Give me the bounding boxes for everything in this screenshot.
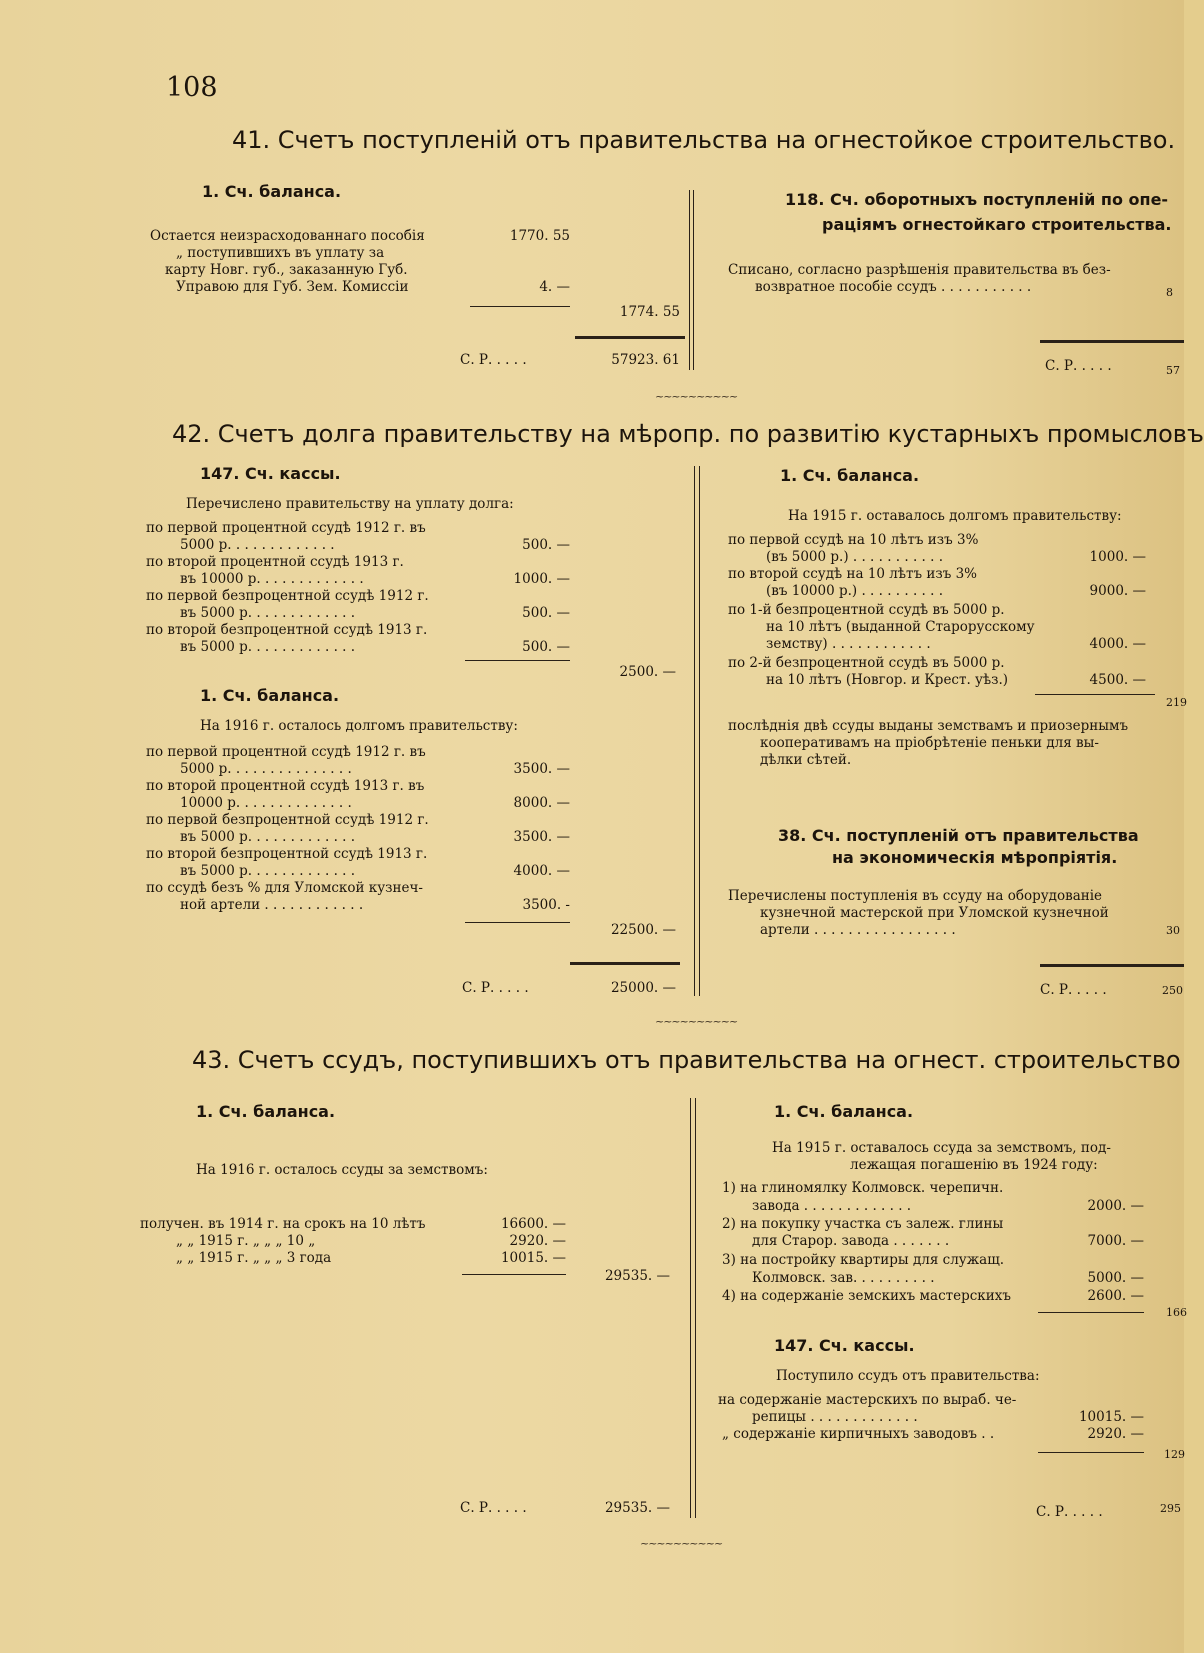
section-43-title: 43. Счетъ ссудъ, поступившихъ отъ правительства на огнест. строительство xyxy=(192,1046,1181,1074)
s41-subtotal: 1774. 55 xyxy=(619,304,680,320)
s43-r1-amount: 16600. — xyxy=(500,1216,566,1232)
s42-38-total-label: С. Р. . . . . xyxy=(1040,982,1107,998)
s42-r-balance-note-b: кооперативамъ на пріобрѣтеніе пеньки для вы- xyxy=(760,735,1099,751)
s43-r-intro-b: лежащая погашенію въ 1924 году: xyxy=(850,1157,1098,1173)
s43-column-divider-2 xyxy=(695,1098,696,1518)
s42-balance-r5-amount: 3500. - xyxy=(522,897,570,913)
margin-fragment-8: 295 xyxy=(1160,1502,1181,1515)
s42-r-balance-intro: На 1915 г. оставалось долгомъ правительству: xyxy=(788,508,1122,524)
s42-balance-intro: На 1916 г. осталось долгомъ правительству: xyxy=(200,718,518,734)
s43-kassa-total-label: С. Р. . . . . xyxy=(1036,1504,1103,1520)
s43-r-intro-a: На 1915 г. оставалось ссуда за земствомъ, под- xyxy=(772,1140,1111,1156)
s42-kassa-r2b: въ 10000 р. . . . . . . . . . . . . xyxy=(180,571,364,587)
s43-kassa-r2: „ содержаніе кирпичныхъ заводовъ . . xyxy=(722,1426,995,1442)
s42-r-balance-r1-amount: 1000. — xyxy=(1089,549,1146,565)
s42-balance-r3b: въ 5000 р. . . . . . . . . . . . . xyxy=(180,829,356,845)
s42-kassa-r4a: по второй безпроцентной ссудѣ 1913 г. xyxy=(146,622,428,638)
s42-total-rule xyxy=(570,962,680,965)
s42-balance-r2-amount: 8000. — xyxy=(513,795,570,811)
s42-38-text-a: Перечислены поступленія въ ссуду на оборудованіе xyxy=(728,888,1103,904)
s43-kassa-r1b: репицы . . . . . . . . . . . . . xyxy=(752,1409,918,1425)
margin-fragment-2: 57 xyxy=(1166,364,1180,377)
s43-r-r4-amount: 2600. — xyxy=(1087,1288,1144,1304)
s41-118-heading-a: 118. Сч. оборотныхъ поступленій по опе- xyxy=(785,190,1169,209)
s42-kassa-r4-amount: 500. — xyxy=(522,639,570,655)
s42-r-balance-r2b: (въ 10000 р.) . . . . . . . . . . xyxy=(766,583,944,599)
page-number: 108 xyxy=(166,72,218,103)
s42-balance-r4a: по второй безпроцентной ссудѣ 1913 г. xyxy=(146,846,428,862)
s42-kassa-r3-amount: 500. — xyxy=(522,605,570,621)
s43-r3: „ „ 1915 г. „ „ „ 3 года xyxy=(176,1250,332,1266)
s42-column-divider-2 xyxy=(699,466,700,996)
s41-118-text-a: Списано, согласно разрѣшенія правительства въ без- xyxy=(728,262,1111,278)
s43-total: 29535. — xyxy=(604,1500,670,1516)
s42-balance-r3a: по первой безпроцентной ссудѣ 1912 г. xyxy=(146,812,429,828)
s42-r-balance-r3b: на 10 лѣтъ (выданной Старорусскому xyxy=(766,619,1035,635)
s42-r-balance-r4a: по 2-й безпроцентной ссудѣ въ 5000 р. xyxy=(728,655,1005,671)
s42-38-text-b: кузнечной мастерской при Уломской кузнечной xyxy=(760,905,1109,921)
s42-kassa-r2-amount: 1000. — xyxy=(513,571,570,587)
s43-r-r4: 4) на содержаніе земскихъ мастерскихъ xyxy=(722,1288,1011,1304)
section-ornament-2: ~~~~~~~~~~ xyxy=(655,1015,738,1028)
s42-kassa-intro: Перечислено правительству на уплату долга: xyxy=(186,496,514,512)
s42-column-divider xyxy=(694,466,695,996)
s42-r-balance-r3a: по 1-й безпроцентной ссудѣ въ 5000 р. xyxy=(728,602,1005,618)
s43-r1: получен. въ 1914 г. на срокъ на 10 лѣтъ xyxy=(140,1216,426,1232)
s43-kassa-r1-amount: 10015. — xyxy=(1078,1409,1144,1425)
s43-kassa-intro: Поступило ссудъ отъ правительства: xyxy=(776,1368,1040,1384)
s42-kassa-r1b: 5000 р. . . . . . . . . . . . . xyxy=(180,537,335,553)
s42-r-balance-rule xyxy=(1035,694,1155,695)
s43-r-r1b: завода . . . . . . . . . . . . . xyxy=(752,1198,912,1214)
s42-balance-r1b: 5000 р. . . . . . . . . . . . . . . xyxy=(180,761,352,777)
s41-118-total-label: С. Р. . . . . xyxy=(1045,358,1112,374)
s42-balance-subtotal: 22500. — xyxy=(610,922,676,938)
s41-column-divider-2 xyxy=(693,190,694,370)
s41-row2b: карту Новг. губ., заказанную Губ. xyxy=(165,262,408,278)
section-ornament-3: ~~~~~~~~~~ xyxy=(640,1537,723,1550)
margin-fragment-7: 129 xyxy=(1164,1448,1185,1461)
s42-38-heading-b: на экономическія мѣропріятія. xyxy=(832,848,1118,867)
s41-total-label: С. Р. . . . . xyxy=(460,352,527,368)
s41-row1: Остается неизрасходованнаго пособія xyxy=(150,228,425,244)
s43-r3-amount: 10015. — xyxy=(500,1250,566,1266)
s41-118-text-b: возвратное пособіе ссудъ . . . . . . . . . . . xyxy=(755,279,1032,295)
s43-r2: „ „ 1915 г. „ „ „ 10 „ xyxy=(176,1233,316,1249)
s43-total-label: С. Р. . . . . xyxy=(460,1500,527,1516)
s42-balance-r1-amount: 3500. — xyxy=(513,761,570,777)
s42-r-balance-r4-amount: 4500. — xyxy=(1089,672,1146,688)
s42-kassa-subtotal: 2500. — xyxy=(619,664,676,680)
s41-total-rule xyxy=(575,336,685,339)
s43-r-r2-amount: 7000. — xyxy=(1087,1233,1144,1249)
s41-row2a: „ поступившихъ въ уплату за xyxy=(176,245,385,261)
s42-kassa-subtotal-rule xyxy=(465,660,570,661)
s42-balance-r3-amount: 3500. — xyxy=(513,829,570,845)
s41-total: 57923. 61 xyxy=(611,352,680,368)
s41-balance-heading: 1. Сч. баланса. xyxy=(202,182,342,201)
s42-r-balance-note-c: дѣлки сѣтей. xyxy=(760,752,852,768)
s43-r-balance-rule xyxy=(1038,1312,1144,1313)
s42-r-balance-r2-amount: 9000. — xyxy=(1089,583,1146,599)
section-41-title: 41. Счетъ поступленій отъ правительства на огнестойкое строительство. xyxy=(232,126,1176,154)
s42-r-balance-r2a: по второй ссудѣ на 10 лѣтъ изъ 3% xyxy=(728,566,978,582)
s42-balance-r4-amount: 4000. — xyxy=(513,863,570,879)
s42-r-balance-r4b: на 10 лѣтъ (Новгор. и Крест. уѣз.) xyxy=(766,672,1009,688)
s42-38-heading-a: 38. Сч. поступленій отъ правительства xyxy=(778,826,1139,845)
s42-balance-r5a: по ссудѣ безъ % для Уломской кузнеч- xyxy=(146,880,423,896)
s43-balance-heading: 1. Сч. баланса. xyxy=(196,1102,336,1121)
s42-kassa-r3a: по первой безпроцентной ссудѣ 1912 г. xyxy=(146,588,429,604)
s43-subtotal: 29535. — xyxy=(604,1268,670,1284)
s43-r-balance-heading: 1. Сч. баланса. xyxy=(774,1102,914,1121)
margin-fragment-5: 250 xyxy=(1162,984,1183,997)
s43-r-r3a: 3) на постройку квартиры для служащ. xyxy=(722,1252,1005,1268)
s41-row1-amount: 1770. 55 xyxy=(509,228,570,244)
s42-balance-r1a: по первой процентной ссудѣ 1912 г. въ xyxy=(146,744,426,760)
s43-r-r1a: 1) на глиномялку Колмовск. черепичн. xyxy=(722,1180,1004,1196)
s42-r-balance-heading: 1. Сч. баланса. xyxy=(780,466,920,485)
s41-column-divider xyxy=(689,190,690,370)
section-42-title: 42. Счетъ долга правительству на мѣропр. по развитію кустарныхъ промысловъ xyxy=(172,420,1204,448)
s43-r-r3-amount: 5000. — xyxy=(1087,1270,1144,1286)
s42-total: 25000. — xyxy=(610,980,676,996)
margin-fragment-1: 8 xyxy=(1166,286,1173,299)
s43-kassa-r2-amount: 2920. — xyxy=(1087,1426,1144,1442)
s41-subtotal-rule xyxy=(470,306,570,307)
s43-r-r2a: 2) на покупку участка съ залеж. глины xyxy=(722,1216,1004,1232)
section-ornament-1: ~~~~~~~~~~ xyxy=(655,390,738,403)
s43-r-r3b: Колмовск. зав. . . . . . . . . . xyxy=(752,1270,935,1286)
s42-balance-r5b: ной артели . . . . . . . . . . . . xyxy=(180,897,364,913)
s43-kassa-heading: 147. Сч. кассы. xyxy=(774,1336,915,1355)
margin-fragment-6: 166 xyxy=(1166,1306,1187,1319)
s41-row2-amount: 4. — xyxy=(539,279,570,295)
s41-118-total-rule xyxy=(1040,340,1184,343)
s42-balance-subtotal-rule xyxy=(465,922,570,923)
s42-balance-r2a: по второй процентной ссудѣ 1913 г. въ xyxy=(146,778,425,794)
s43-kassa-rule xyxy=(1038,1452,1144,1453)
s43-subtotal-rule xyxy=(462,1274,566,1275)
s42-total-label: С. Р. . . . . xyxy=(462,980,529,996)
s42-kassa-r4b: въ 5000 р. . . . . . . . . . . . . xyxy=(180,639,356,655)
margin-fragment-4: 30 xyxy=(1166,924,1180,937)
s42-kassa-r3b: въ 5000 р. . . . . . . . . . . . . xyxy=(180,605,356,621)
s42-r-balance-r3-amount: 4000. — xyxy=(1089,636,1146,652)
s42-balance-heading: 1. Сч. баланса. xyxy=(200,686,340,705)
s43-r-r2b: для Старор. завода . . . . . . . xyxy=(752,1233,950,1249)
s42-kassa-r1a: по первой процентной ссудѣ 1912 г. въ xyxy=(146,520,426,536)
s42-r-balance-r1b: (въ 5000 р.) . . . . . . . . . . . xyxy=(766,549,944,565)
s42-kassa-r1-amount: 500. — xyxy=(522,537,570,553)
s42-kassa-heading: 147. Сч. кассы. xyxy=(200,464,341,483)
s43-r-r1-amount: 2000. — xyxy=(1087,1198,1144,1214)
s42-balance-r2b: 10000 р. . . . . . . . . . . . . . xyxy=(180,795,352,811)
s42-38-text-c: артели . . . . . . . . . . . . . . . . . xyxy=(760,922,956,938)
s42-38-total-rule xyxy=(1040,964,1184,967)
s43-r2-amount: 2920. — xyxy=(509,1233,566,1249)
s43-intro: На 1916 г. осталось ссуды за земствомъ: xyxy=(196,1162,488,1178)
s42-balance-r4b: въ 5000 р. . . . . . . . . . . . . xyxy=(180,863,356,879)
s41-row2c: Управою для Губ. Зем. Комиссіи xyxy=(176,279,409,295)
s43-kassa-r1a: на содержаніе мастерскихъ по выраб. че- xyxy=(718,1392,1017,1408)
margin-fragment-3: 219 xyxy=(1166,696,1187,709)
s41-118-heading-b: раціямъ огнестойкаго строительства. xyxy=(822,215,1172,234)
s42-kassa-r2a: по второй процентной ссудѣ 1913 г. xyxy=(146,554,404,570)
s42-r-balance-r3c: земству) . . . . . . . . . . . . xyxy=(766,636,931,652)
s42-r-balance-note-a: послѣднія двѣ ссуды выданы земствамъ и приозернымъ xyxy=(728,718,1129,734)
s43-column-divider xyxy=(690,1098,691,1518)
s42-r-balance-r1a: по первой ссудѣ на 10 лѣтъ изъ 3% xyxy=(728,532,979,548)
